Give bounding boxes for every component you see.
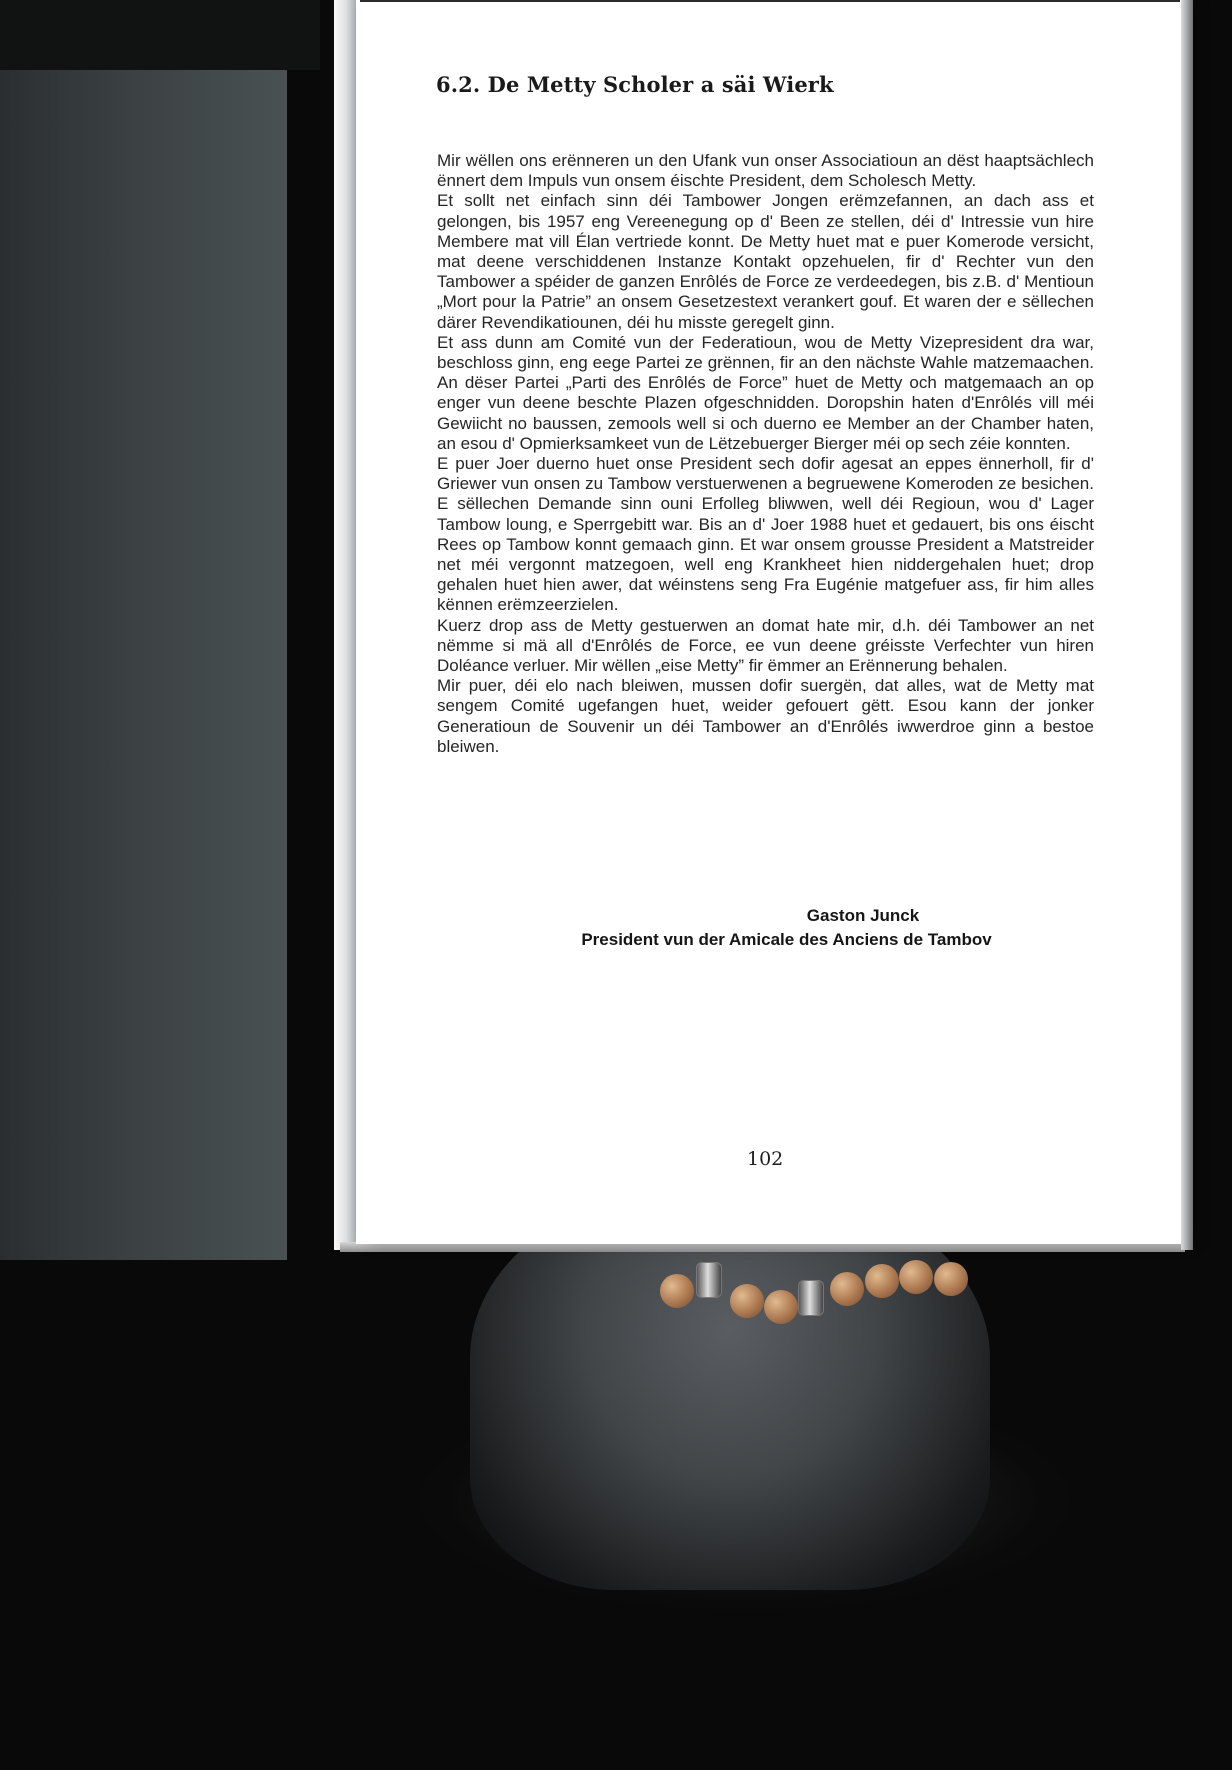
bracelet-ring [696,1262,722,1298]
book-right-edge [1181,0,1193,1250]
bracelet-bead [764,1290,798,1324]
gray-side-panel [0,70,287,1260]
page-title: 6.2. De Metty Scholer a säi Wierk [436,72,834,97]
bracelet-bead [934,1262,968,1296]
bracelet-bead [730,1284,764,1318]
signature-role: President vun der Amicale des Anciens de Tambov [581,930,992,949]
page-number: 102 [747,1148,784,1170]
paragraph: Mir puer, déi elo nach bleiwen, mussen dofir suergën, dat alles, wat de Metty mat sengem Comité ugefangen huet, weider gefouert gëtt. Esou kann der jonker Generatioun de Souvenir un déi Tambower an d'Enrôlés iwwerdroe ginn a bestoe bleiwen. [437,676,1094,756]
bracelet-bead [660,1274,694,1308]
page-top-line [360,0,1180,2]
paragraph: Et ass dunn am Comité vun der Federatioun, wou de Metty Vizepresident dra war, beschloss ginn, eng eege Partei ze grënnen, fir an den nächste Wahle matzemaachen. An dëser Partei „Parti des Enrôlés de Force” huet de Metty och matgemaach an op enger vun deene beschte Plazen ofgeschnidden. Doropshin haten d'Enrôlés vill méi Gewiicht no baussen, zemools well si och duerno ee Member an der Chamber haten, an esou d' Opmierksamkeet vun de Lëtzebuerger Bierger méi op sech zéie konnten. [437,332,1094,453]
bead-bracelet [660,1252,1000,1342]
signature-name: Gaston Junck [806,906,920,925]
bracelet-bead [865,1264,899,1298]
signature-block [437,904,1094,952]
book-spine-edge [334,0,358,1250]
paragraph: E puer Joer duerno huet onse President sech dofir agesat an eppes ënnerholl, fir d' Griewer vun onsen zu Tambow verstuerwenen a begruewene Komeroden ze besichen. E sëllechen Demande sinn ouni Erfolleg bliwwen, well déi Regioun, wou d' Lager Tambow loung, e Sperrgebitt war. Bis an d' Joer 1988 huet et gedauert, bis ons éischt Rees op Tambow konnt gemaach ginn. Et war onsem grousse President a Matstreider net méi vergonnt matzegoen, well eng Krankheet hien niddergehalen huet; drop gehalen huet hien awer, dat wéinstens seng Fra Eugénie matgefuer ass, fir him alles kënnen erëmzeerzielen. [437,454,1094,615]
article-body [437,151,1094,757]
bracelet-ring [798,1280,824,1316]
paragraph: Mir wëllen ons erënneren un den Ufank vun onser Associatioun an dëst haaptsächlech ënnert dem Impuls vun onsem éischte President, dem Scholesch Metty. [437,151,1094,191]
bracelet-bead [830,1272,864,1306]
left-panel-top [0,0,320,70]
paragraph: Kuerz drop ass de Metty gestuerwen an domat hate mir, d.h. déi Tambower an net nëmme si mä all d'Enrôlés de Force, ee vun deene gréisste Verfechter vun hiren Doléance verluer. Mir wëllen „eise Metty” fir ëmmer an Erënnerung behalen. [437,615,1094,676]
bracelet-bead [899,1260,933,1294]
paragraph: Et sollt net einfach sinn déi Tambower Jongen erëmzefannen, an dach ass et gelongen, bis 1957 eng Vereenegung op d' Been ze stellen, déi d' Intressie vun hire Membere mat vill Élan vertriede konnt. De Metty huet mat e puer Komerode versicht, mat deene verschiddenen Instanze Kontakt opzehuelen, fir d' Rechter vun den Tambower a spéider de ganzen Enrôlés de Force ze verdeedegen, bis z.B. d' Mentioun „Mort pour la Patrie” an onsem Gesetzestext verankert gouf. Et waren der e sëllechen därer Revendikatiounen, déi hu misste geregelt ginn. [437,191,1094,332]
